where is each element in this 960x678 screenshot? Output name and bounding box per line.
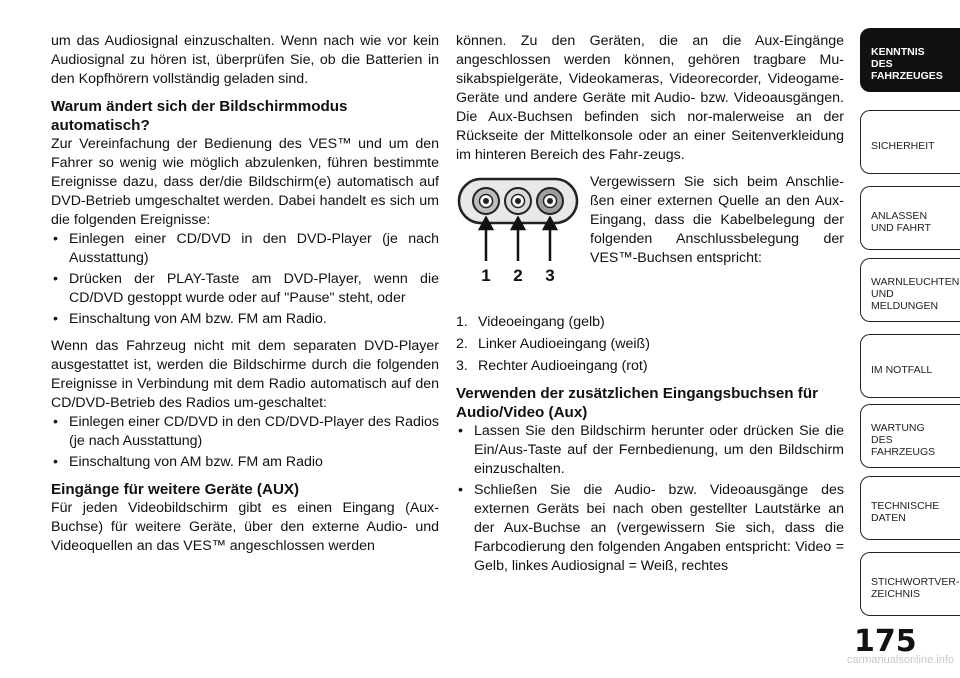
paragraph: Wenn das Fahrzeug nicht mit dem separaten DVD-Player ausgestattet ist, werden die Bildschirme durch die folgenden Ereignisse in Verbindung mit dem Radio automatisch auf den CD/DVD-Betrieb des Radios um-geschaltet: [51,338,439,411]
jack-1-icon [473,188,499,214]
section-heading: Eingänge für weitere Geräte (AUX) [51,481,300,498]
tab-technische-daten[interactable]: TECHNISCHE DATEN [860,476,960,540]
list-item: • Drücken der PLAY-Taste am DVD-Player, wenn die CD/DVD gestoppt wurde oder auf "Pause" steht, oder [53,271,439,306]
bullet-icon: • [53,271,58,287]
tab-wartung[interactable]: WARTUNG DES FAHRZEUGS [860,404,960,468]
list-item: • Lassen Sie den Bildschirm herunter oder drücken Sie die Ein/Aus-Taste auf der Fernbedienung, um den Bildschirm einzuschalten. [458,423,844,477]
paragraph: können. Zu den Geräten, die an die Aux-Eingänge angeschlossen werden können, gehören tragbare Mu-sikabspielgeräte, Videokameras, Videorecorder, Videogame-Geräte und andere Geräte mit Audio- bzw. Videoausgängen. Die Aux-Buchsen befinden sich nor-malerweise an der Rückseite der Mittelkonsole oder an einer Seitenverkleidung im hinteren Bereich des Fahr-zeugs. [456,33,844,163]
list-item: • Schließen Sie die Audio- bzw. Videoausgänge des externen Geräts bei nach oben gestellter Lautstärke an der Aux-Buchse an (vergewissern Sie sich, dass die Farbcodierung den folgenden Angaben entspricht: Video = Gelb, linkes Audiosignal = Weiß, rechtes [458,482,844,574]
bullet-icon: • [53,414,58,430]
figure-label: 1 [481,266,491,285]
bullet-list [456,422,844,576]
bullet-icon: • [458,482,463,498]
aux-jack-figure [456,173,844,301]
figure-caption-text: Vergewissern Sie sich beim Anschlie-ßen einer externen Quelle an den Aux-Eingang, dass die Kabelbelegung der folgenden Anschlussbelegung der VES™-Buchsen entspricht: [590,174,844,266]
paragraph: um das Audiosignal einzuschalten. Wenn nach wie vor kein Audiosignal zu hören ist, überprüfen Sie, ob die Batterien in den Kopfhörern vollständig geladen sind. [51,33,439,87]
tab-kenntnis-des-fahrzeuges[interactable]: KENNTNIS DES FAHRZEUGES [860,28,960,92]
bullet-icon: • [53,311,58,327]
list-item: 1. Videoeingang (gelb) [456,314,605,330]
tab-sicherheit[interactable]: SICHERHEIT [860,110,960,174]
figure-label: 2 [513,266,523,285]
watermark: carmanualsonline.info [846,654,954,666]
page-number: 175 [854,624,917,659]
paragraph: Für jeden Videobildschirm gibt es einen Eingang (Aux-Buchse) für weitere Geräte, über den externe Audio- und Videoquellen an das VES™ angeschlossen werden [51,500,439,554]
list-item: 3. Rechter Audioeingang (rot) [456,358,648,374]
list-item: • Einschaltung von AM bzw. FM am Radio. [53,311,327,327]
list-item: 2. Linker Audioeingang (weiß) [456,336,650,352]
chapter-tabs [860,0,960,678]
tab-im-notfall[interactable]: IM NOTFALL [860,334,960,398]
bullet-list [51,230,439,329]
numbered-list [456,313,844,376]
tab-stichwortverzeichnis[interactable]: STICHWORTVER- ZEICHNIS [860,552,960,616]
bullet-icon: • [53,231,58,247]
jack-3-icon [537,188,563,214]
tab-warnleuchten[interactable]: WARNLEUCHTEN UND MELDUNGEN [860,258,960,322]
list-item: • Einlegen einer CD/DVD in den CD/DVD-Player des Radios (je nach Ausstattung) [53,414,439,449]
jack-2-icon [505,188,531,214]
right-column [456,32,844,584]
tab-anlassen-und-fahrt[interactable]: ANLASSEN UND FAHRT [860,186,960,250]
list-item: • Einlegen einer CD/DVD in den DVD-Player (je nach Ausstattung) [53,231,439,266]
figure-label: 3 [545,266,555,285]
aux-jacks-diagram [456,177,580,289]
bullet-icon: • [458,423,463,439]
list-item: • Einschaltung von AM bzw. FM am Radio [53,454,323,470]
section-heading: Verwenden der zusätzlichen Eingangsbuchsen für Audio/Video (Aux) [456,385,819,421]
bullet-icon: • [53,454,58,470]
bullet-list [51,413,439,472]
left-column [51,32,439,564]
paragraph: Zur Vereinfachung der Bedienung des VES™ und um den Fahrer so wenig wie möglich abzulenken, führen bestimmte Ereignisse dazu, dass der/die Bildschirm(e) automatisch auf DVD-Betrieb umgeschaltet werden. Dabei handelt es sich um die folgenden Ereignisse: [51,136,439,228]
section-heading: Warum ändert sich der Bildschirmmodus automatisch? [51,98,348,134]
